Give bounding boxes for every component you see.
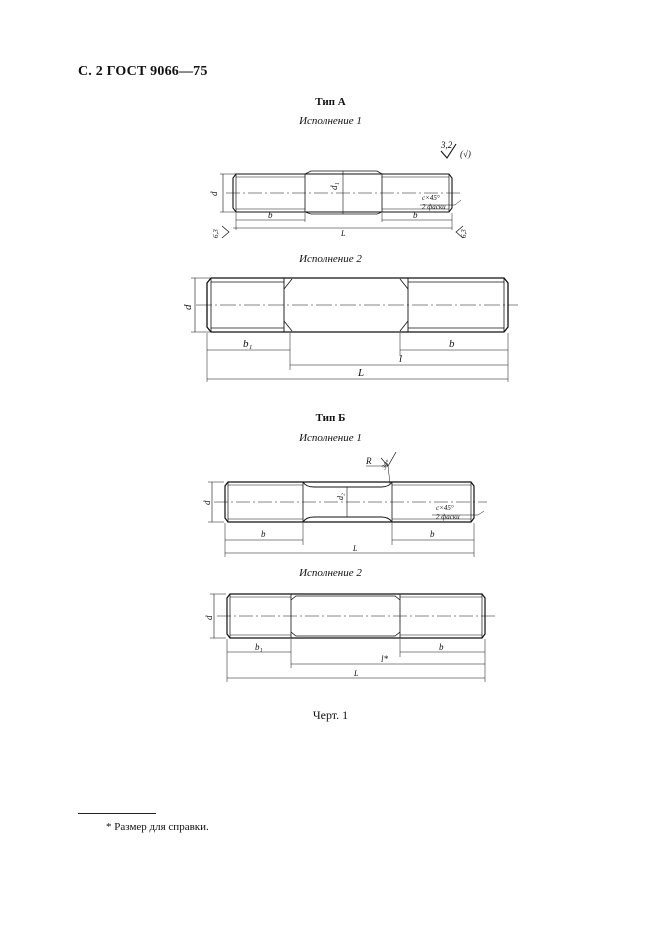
roughness-parenthesis: (√) (460, 149, 471, 159)
dim-b-right: b (413, 210, 418, 220)
R-roughness-value: 30° (380, 458, 393, 472)
type-a-title: Тип А (315, 96, 346, 108)
footnote: * Размер для справки. (106, 821, 209, 833)
chamfer-note: 2 фаски (422, 203, 446, 211)
type-b-variant-1-title: Исполнение 1 (299, 432, 362, 444)
dim-L: L (353, 544, 358, 553)
dim-d2: d₂ (336, 493, 345, 500)
type-a-variant-2-title: Исполнение 2 (299, 253, 362, 265)
type-a-variant-1-title: Исполнение 1 (299, 115, 362, 127)
dim-b: b (449, 338, 455, 350)
page-header: С. 2 ГОСТ 9066—75 (78, 64, 208, 79)
dim-b1: b₁ (255, 642, 263, 652)
dim-l: l* (381, 654, 389, 664)
dim-R: R (366, 456, 372, 466)
dim-b1: b₁ (243, 338, 253, 350)
roughness-right-value: 6,3 (460, 229, 468, 238)
dim-l: l (399, 353, 403, 365)
dim-b-left: b (268, 210, 273, 220)
chamfer-label: c×45° (422, 194, 440, 202)
dim-L: L (354, 669, 359, 678)
type-b-title: Тип Б (315, 412, 346, 424)
dim-d: d (204, 615, 214, 620)
chamfer-label: c×45° (436, 504, 454, 512)
footnote-rule (78, 813, 156, 814)
dim-L: L (358, 367, 365, 379)
dim-d: d (182, 304, 194, 310)
chamfer-note: 2 фаски (436, 513, 460, 521)
dim-d: d (202, 500, 212, 505)
figure-caption: Черт. 1 (312, 708, 349, 722)
roughness-left-value: 6,3 (212, 229, 220, 238)
dim-b-left: b (261, 529, 266, 539)
dim-d1: d₁ (329, 182, 339, 190)
type-b-variant-2-title: Исполнение 2 (299, 567, 362, 579)
dim-L: L (341, 229, 346, 238)
roughness-value: 3,2 (441, 140, 453, 150)
dim-d: d (209, 191, 219, 196)
dim-b-right: b (430, 529, 435, 539)
dim-b: b (439, 642, 444, 652)
